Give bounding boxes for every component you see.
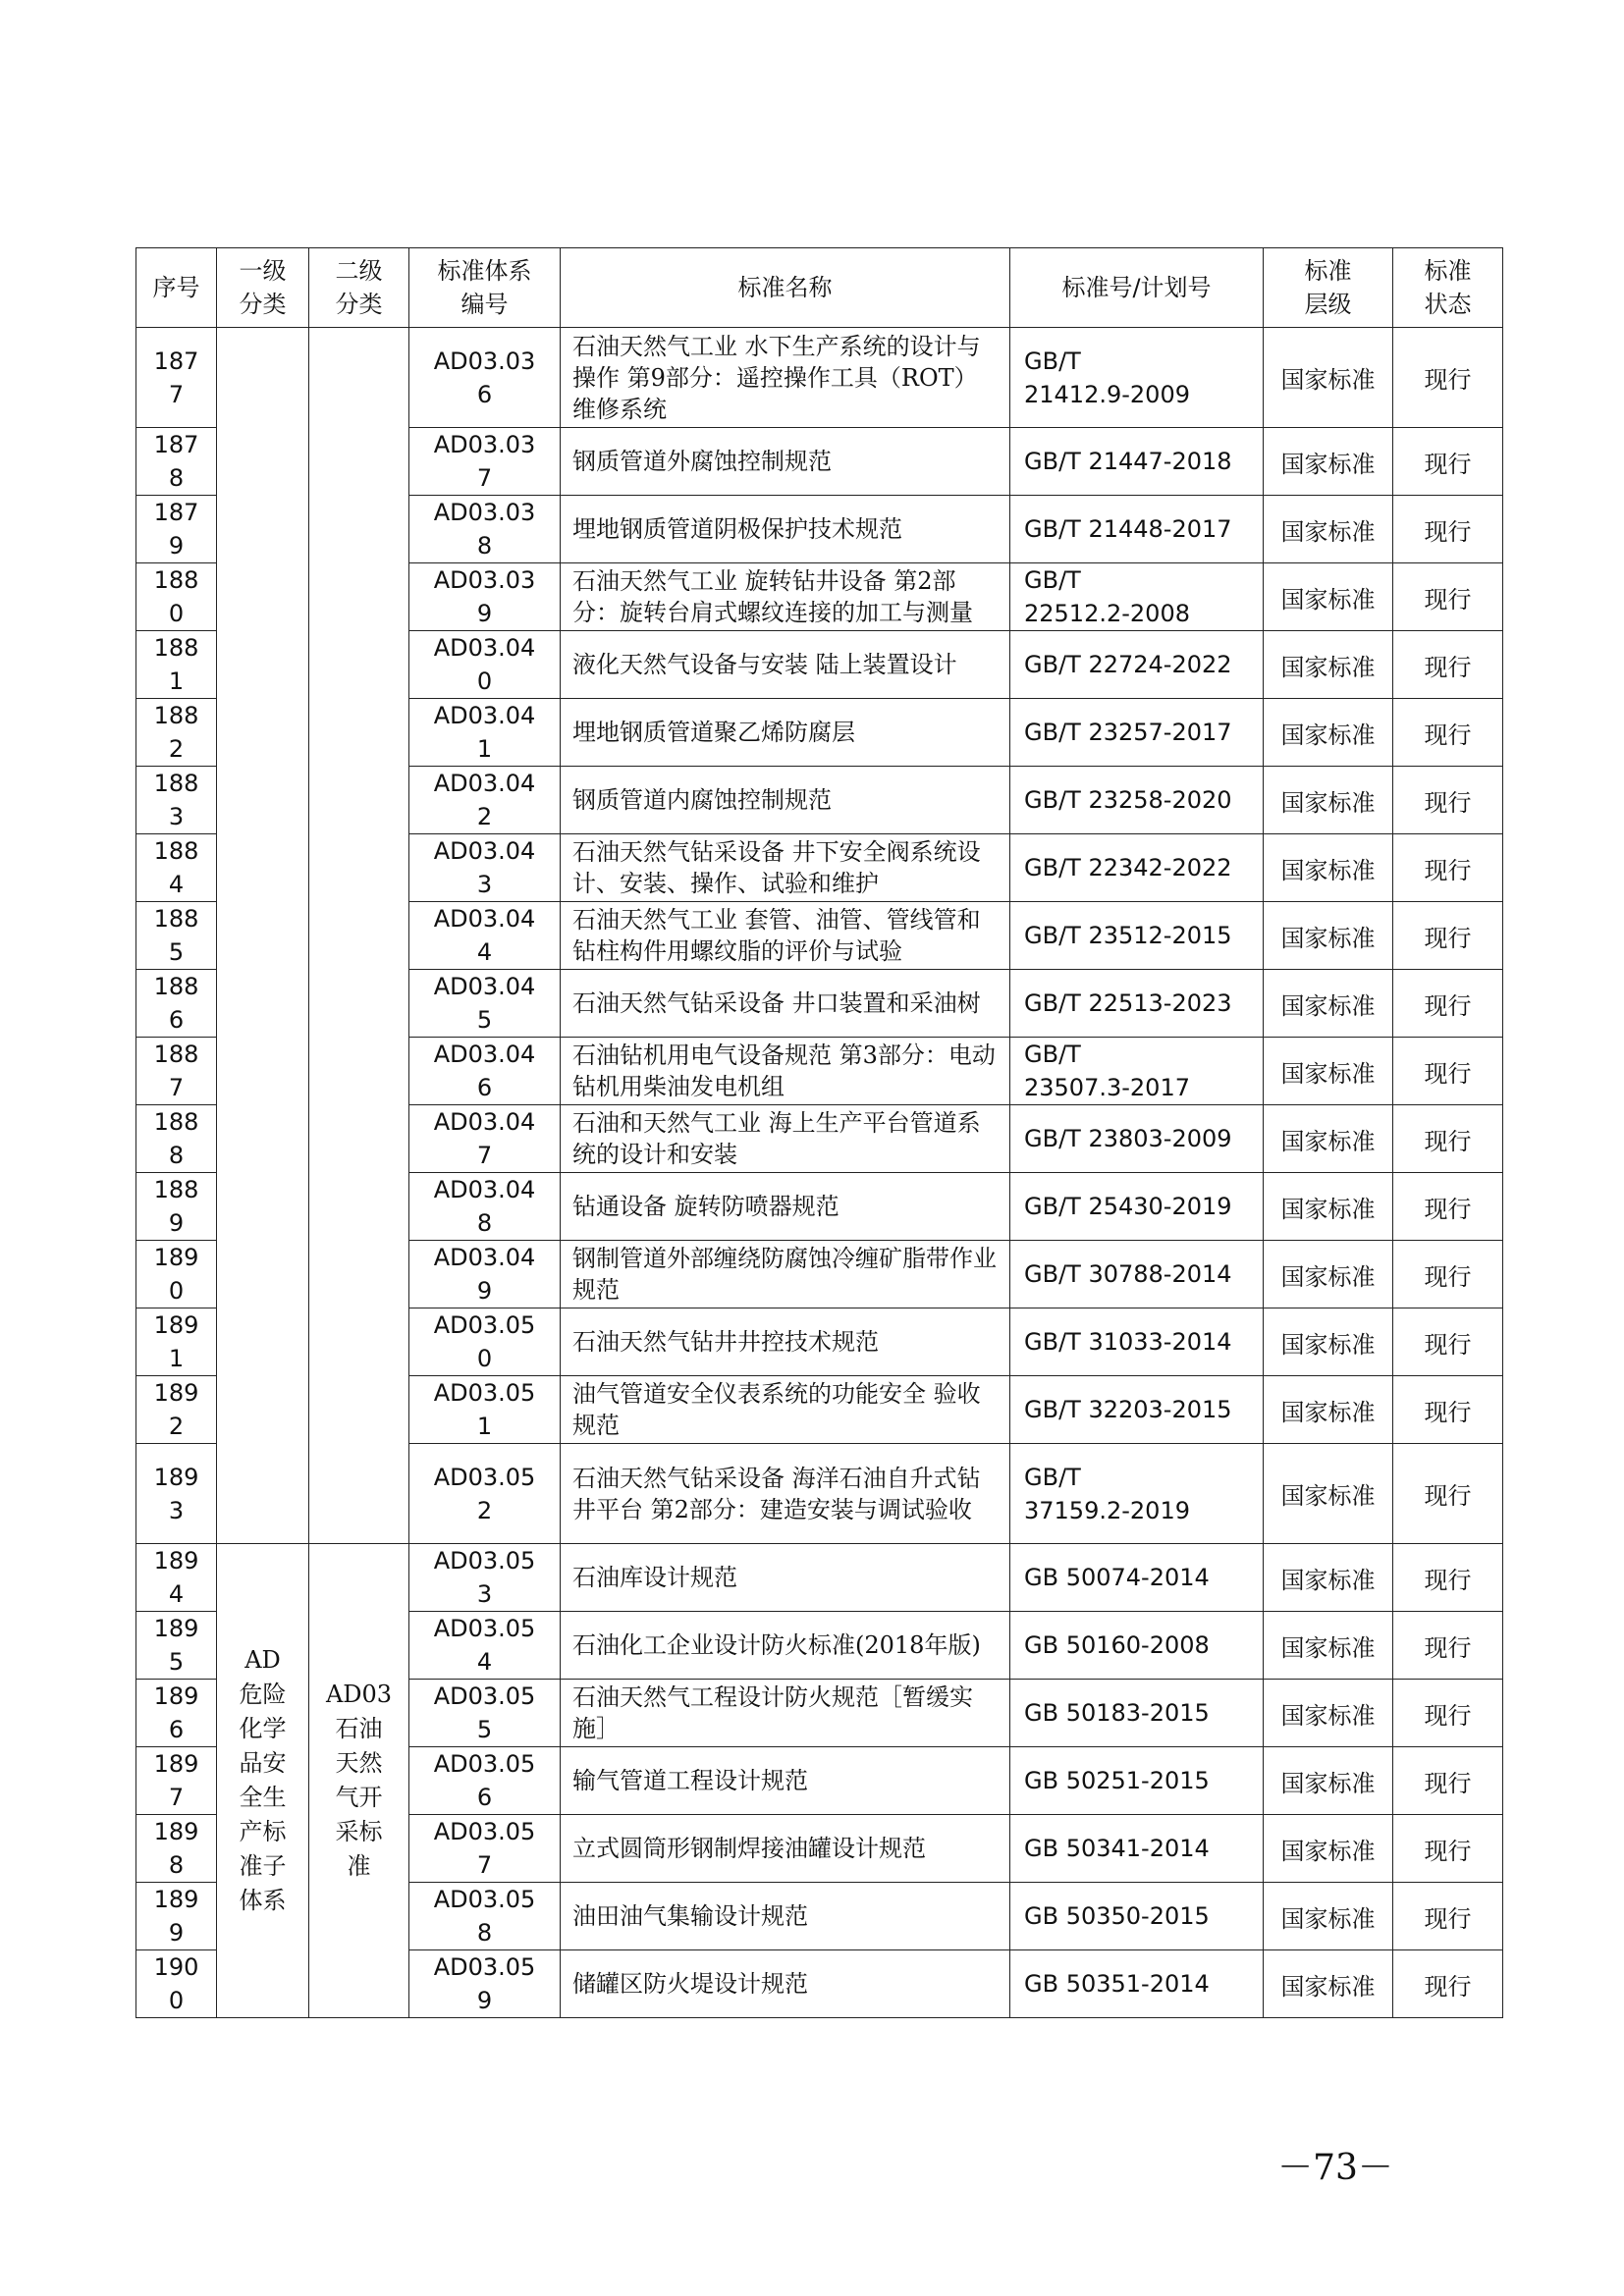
standard-status: 现行 <box>1393 1680 1503 1747</box>
standard-number: GB 50350-2015 <box>1010 1883 1264 1950</box>
standard-status: 现行 <box>1393 1544 1503 1612</box>
row-number: 189 7 <box>136 1747 217 1815</box>
row-number: 189 2 <box>136 1376 217 1444</box>
standard-system-code: AD03.05 2 <box>409 1444 561 1544</box>
row-number: 188 1 <box>136 631 217 699</box>
row-number: 190 0 <box>136 1950 217 2018</box>
standard-tier: 国家标准 <box>1264 1038 1393 1105</box>
standard-number: GB/T 21412.9-2009 <box>1010 328 1264 428</box>
row-number: 187 9 <box>136 496 217 563</box>
standard-tier: 国家标准 <box>1264 1241 1393 1308</box>
row-number: 188 2 <box>136 699 217 767</box>
standard-name: 石油天然气钻井井控技术规范 <box>561 1308 1010 1376</box>
standard-name: 石油天然气工程设计防火规范［暂缓实施］ <box>561 1680 1010 1747</box>
standard-system-code: AD03.04 8 <box>409 1173 561 1241</box>
header-no: 序号 <box>136 248 217 328</box>
standard-status: 现行 <box>1393 1376 1503 1444</box>
standard-status: 现行 <box>1393 1173 1503 1241</box>
standard-tier: 国家标准 <box>1264 563 1393 631</box>
standard-tier: 国家标准 <box>1264 834 1393 902</box>
level2-category-empty <box>309 328 409 1544</box>
standard-name: 石油天然气钻采设备 海洋石油自升式钻井平台 第2部分：建造安装与调试验收 <box>561 1444 1010 1544</box>
standard-system-code: AD03.04 2 <box>409 767 561 834</box>
page-number: －73－ <box>1277 2148 1393 2188</box>
standard-status: 现行 <box>1393 563 1503 631</box>
standard-status: 现行 <box>1393 428 1503 496</box>
standard-tier: 国家标准 <box>1264 1544 1393 1612</box>
standard-number: GB/T 23512-2015 <box>1010 902 1264 970</box>
standard-name: 埋地钢质管道聚乙烯防腐层 <box>561 699 1010 767</box>
row-number: 188 0 <box>136 563 217 631</box>
standard-status: 现行 <box>1393 1105 1503 1173</box>
level1-category: AD 危险 化学 品安 全生 产标 准子 体系 <box>217 1544 309 2018</box>
standard-system-code: AD03.04 1 <box>409 699 561 767</box>
standard-number: GB/T 23257-2017 <box>1010 699 1264 767</box>
row-number: 189 8 <box>136 1815 217 1883</box>
row-number: 189 9 <box>136 1883 217 1950</box>
row-number: 189 0 <box>136 1241 217 1308</box>
standard-tier: 国家标准 <box>1264 902 1393 970</box>
standard-name: 油气管道安全仪表系统的功能安全 验收规范 <box>561 1376 1010 1444</box>
table-header-row <box>136 248 1503 328</box>
header-name: 标准名称 <box>561 248 1010 328</box>
row-number: 188 8 <box>136 1105 217 1173</box>
header-tier: 标准 层级 <box>1264 248 1393 328</box>
standard-tier: 国家标准 <box>1264 328 1393 428</box>
header-code: 标准体系 编号 <box>409 248 561 328</box>
standard-tier: 国家标准 <box>1264 1376 1393 1444</box>
standard-status: 现行 <box>1393 1241 1503 1308</box>
row-number: 188 6 <box>136 970 217 1038</box>
standard-tier: 国家标准 <box>1264 1950 1393 2018</box>
standard-status: 现行 <box>1393 1444 1503 1544</box>
standard-system-code: AD03.05 7 <box>409 1815 561 1883</box>
standard-system-code: AD03.03 7 <box>409 428 561 496</box>
standard-tier: 国家标准 <box>1264 1747 1393 1815</box>
standard-tier: 国家标准 <box>1264 1173 1393 1241</box>
standard-status: 现行 <box>1393 902 1503 970</box>
standard-tier: 国家标准 <box>1264 1883 1393 1950</box>
table-body <box>136 328 1503 2018</box>
standard-name: 石油化工企业设计防火标准(2018年版) <box>561 1612 1010 1680</box>
standard-name: 钢制管道外部缠绕防腐蚀冷缠矿脂带作业规范 <box>561 1241 1010 1308</box>
standard-tier: 国家标准 <box>1264 767 1393 834</box>
standard-status: 现行 <box>1393 631 1503 699</box>
row-number: 188 7 <box>136 1038 217 1105</box>
standard-status: 现行 <box>1393 970 1503 1038</box>
standard-system-code: AD03.04 3 <box>409 834 561 902</box>
header-status: 标准 状态 <box>1393 248 1503 328</box>
row-number: 189 5 <box>136 1612 217 1680</box>
standard-system-code: AD03.05 1 <box>409 1376 561 1444</box>
standard-system-code: AD03.05 8 <box>409 1883 561 1950</box>
standard-status: 现行 <box>1393 1747 1503 1815</box>
header-std-id: 标准号/计划号 <box>1010 248 1264 328</box>
standard-number: GB/T 23507.3-2017 <box>1010 1038 1264 1105</box>
row-number: 188 4 <box>136 834 217 902</box>
standard-name: 石油天然气工业 套管、油管、管线管和钻柱构件用螺纹脂的评价与试验 <box>561 902 1010 970</box>
standard-system-code: AD03.05 3 <box>409 1544 561 1612</box>
standard-system-code: AD03.04 7 <box>409 1105 561 1173</box>
standard-number: GB/T 30788-2014 <box>1010 1241 1264 1308</box>
standard-tier: 国家标准 <box>1264 699 1393 767</box>
standard-status: 现行 <box>1393 328 1503 428</box>
row-number: 189 1 <box>136 1308 217 1376</box>
standard-number: GB/T 23803-2009 <box>1010 1105 1264 1173</box>
standard-name: 石油天然气工业 水下生产系统的设计与操作 第9部分：遥控操作工具（ROT）维修系统 <box>561 328 1010 428</box>
standard-name: 钢质管道内腐蚀控制规范 <box>561 767 1010 834</box>
level1-category-empty <box>217 328 309 1544</box>
standard-number: GB 50160-2008 <box>1010 1612 1264 1680</box>
standard-number: GB/T 31033-2014 <box>1010 1308 1264 1376</box>
standard-tier: 国家标准 <box>1264 1680 1393 1747</box>
standard-system-code: AD03.05 4 <box>409 1612 561 1680</box>
row-number: 187 7 <box>136 328 217 428</box>
row-number: 188 3 <box>136 767 217 834</box>
standard-name: 石油天然气钻采设备 井口装置和采油树 <box>561 970 1010 1038</box>
standard-status: 现行 <box>1393 1038 1503 1105</box>
row-number: 188 5 <box>136 902 217 970</box>
standard-system-code: AD03.04 9 <box>409 1241 561 1308</box>
standard-number: GB/T 22513-2023 <box>1010 970 1264 1038</box>
table-row <box>136 328 1503 428</box>
standard-number: GB 50341-2014 <box>1010 1815 1264 1883</box>
standard-number: GB 50351-2014 <box>1010 1950 1264 2018</box>
standard-status: 现行 <box>1393 834 1503 902</box>
standard-number: GB/T 23258-2020 <box>1010 767 1264 834</box>
standard-system-code: AD03.05 6 <box>409 1747 561 1815</box>
standard-status: 现行 <box>1393 1612 1503 1680</box>
standard-system-code: AD03.04 4 <box>409 902 561 970</box>
standard-tier: 国家标准 <box>1264 1815 1393 1883</box>
standard-name: 立式圆筒形钢制焊接油罐设计规范 <box>561 1815 1010 1883</box>
header-level2: 二级 分类 <box>309 248 409 328</box>
standard-system-code: AD03.04 6 <box>409 1038 561 1105</box>
standard-number: GB/T 22724-2022 <box>1010 631 1264 699</box>
standard-number: GB 50183-2015 <box>1010 1680 1264 1747</box>
standard-status: 现行 <box>1393 699 1503 767</box>
standard-tier: 国家标准 <box>1264 1612 1393 1680</box>
standard-number: GB/T 22342-2022 <box>1010 834 1264 902</box>
standard-name: 石油和天然气工业 海上生产平台管道系统的设计和安装 <box>561 1105 1010 1173</box>
standard-status: 现行 <box>1393 1308 1503 1376</box>
standard-number: GB/T 37159.2-2019 <box>1010 1444 1264 1544</box>
standard-system-code: AD03.05 5 <box>409 1680 561 1747</box>
standard-number: GB 50074-2014 <box>1010 1544 1264 1612</box>
standard-name: 钢质管道外腐蚀控制规范 <box>561 428 1010 496</box>
standard-status: 现行 <box>1393 1815 1503 1883</box>
header-level1: 一级 分类 <box>217 248 309 328</box>
standard-tier: 国家标准 <box>1264 1308 1393 1376</box>
standards-table <box>135 247 1503 2018</box>
level2-category: AD03 石油 天然 气开 采标 准 <box>309 1544 409 2018</box>
standard-name: 埋地钢质管道阴极保护技术规范 <box>561 496 1010 563</box>
standard-number: GB/T 22512.2-2008 <box>1010 563 1264 631</box>
standard-number: GB/T 21447-2018 <box>1010 428 1264 496</box>
standard-status: 现行 <box>1393 767 1503 834</box>
row-number: 189 6 <box>136 1680 217 1747</box>
standard-system-code: AD03.03 6 <box>409 328 561 428</box>
standard-name: 石油天然气工业 旋转钻井设备 第2部分：旋转台肩式螺纹连接的加工与测量 <box>561 563 1010 631</box>
standard-name: 液化天然气设备与安装 陆上装置设计 <box>561 631 1010 699</box>
standard-status: 现行 <box>1393 496 1503 563</box>
standard-system-code: AD03.04 0 <box>409 631 561 699</box>
standard-system-code: AD03.05 9 <box>409 1950 561 2018</box>
standard-name: 油田油气集输设计规范 <box>561 1883 1010 1950</box>
standard-number: GB/T 21448-2017 <box>1010 496 1264 563</box>
standard-tier: 国家标准 <box>1264 496 1393 563</box>
standard-tier: 国家标准 <box>1264 1444 1393 1544</box>
standard-name: 石油钻机用电气设备规范 第3部分：电动钻机用柴油发电机组 <box>561 1038 1010 1105</box>
standard-tier: 国家标准 <box>1264 970 1393 1038</box>
standard-name: 石油天然气钻采设备 井下安全阀系统设计、安装、操作、试验和维护 <box>561 834 1010 902</box>
standard-name: 输气管道工程设计规范 <box>561 1747 1010 1815</box>
standard-system-code: AD03.03 9 <box>409 563 561 631</box>
row-number: 189 4 <box>136 1544 217 1612</box>
standard-status: 现行 <box>1393 1950 1503 2018</box>
standard-system-code: AD03.03 8 <box>409 496 561 563</box>
standard-number: GB/T 25430-2019 <box>1010 1173 1264 1241</box>
standard-number: GB/T 32203-2015 <box>1010 1376 1264 1444</box>
standard-system-code: AD03.04 5 <box>409 970 561 1038</box>
row-number: 189 3 <box>136 1444 217 1544</box>
standard-name: 石油库设计规范 <box>561 1544 1010 1612</box>
standard-tier: 国家标准 <box>1264 631 1393 699</box>
standard-number: GB 50251-2015 <box>1010 1747 1264 1815</box>
standard-tier: 国家标准 <box>1264 1105 1393 1173</box>
row-number: 187 8 <box>136 428 217 496</box>
standard-name: 储罐区防火堤设计规范 <box>561 1950 1010 2018</box>
standard-tier: 国家标准 <box>1264 428 1393 496</box>
table-row <box>136 1544 1503 1612</box>
standard-name: 钻通设备 旋转防喷器规范 <box>561 1173 1010 1241</box>
standard-status: 现行 <box>1393 1883 1503 1950</box>
row-number: 188 9 <box>136 1173 217 1241</box>
standard-system-code: AD03.05 0 <box>409 1308 561 1376</box>
